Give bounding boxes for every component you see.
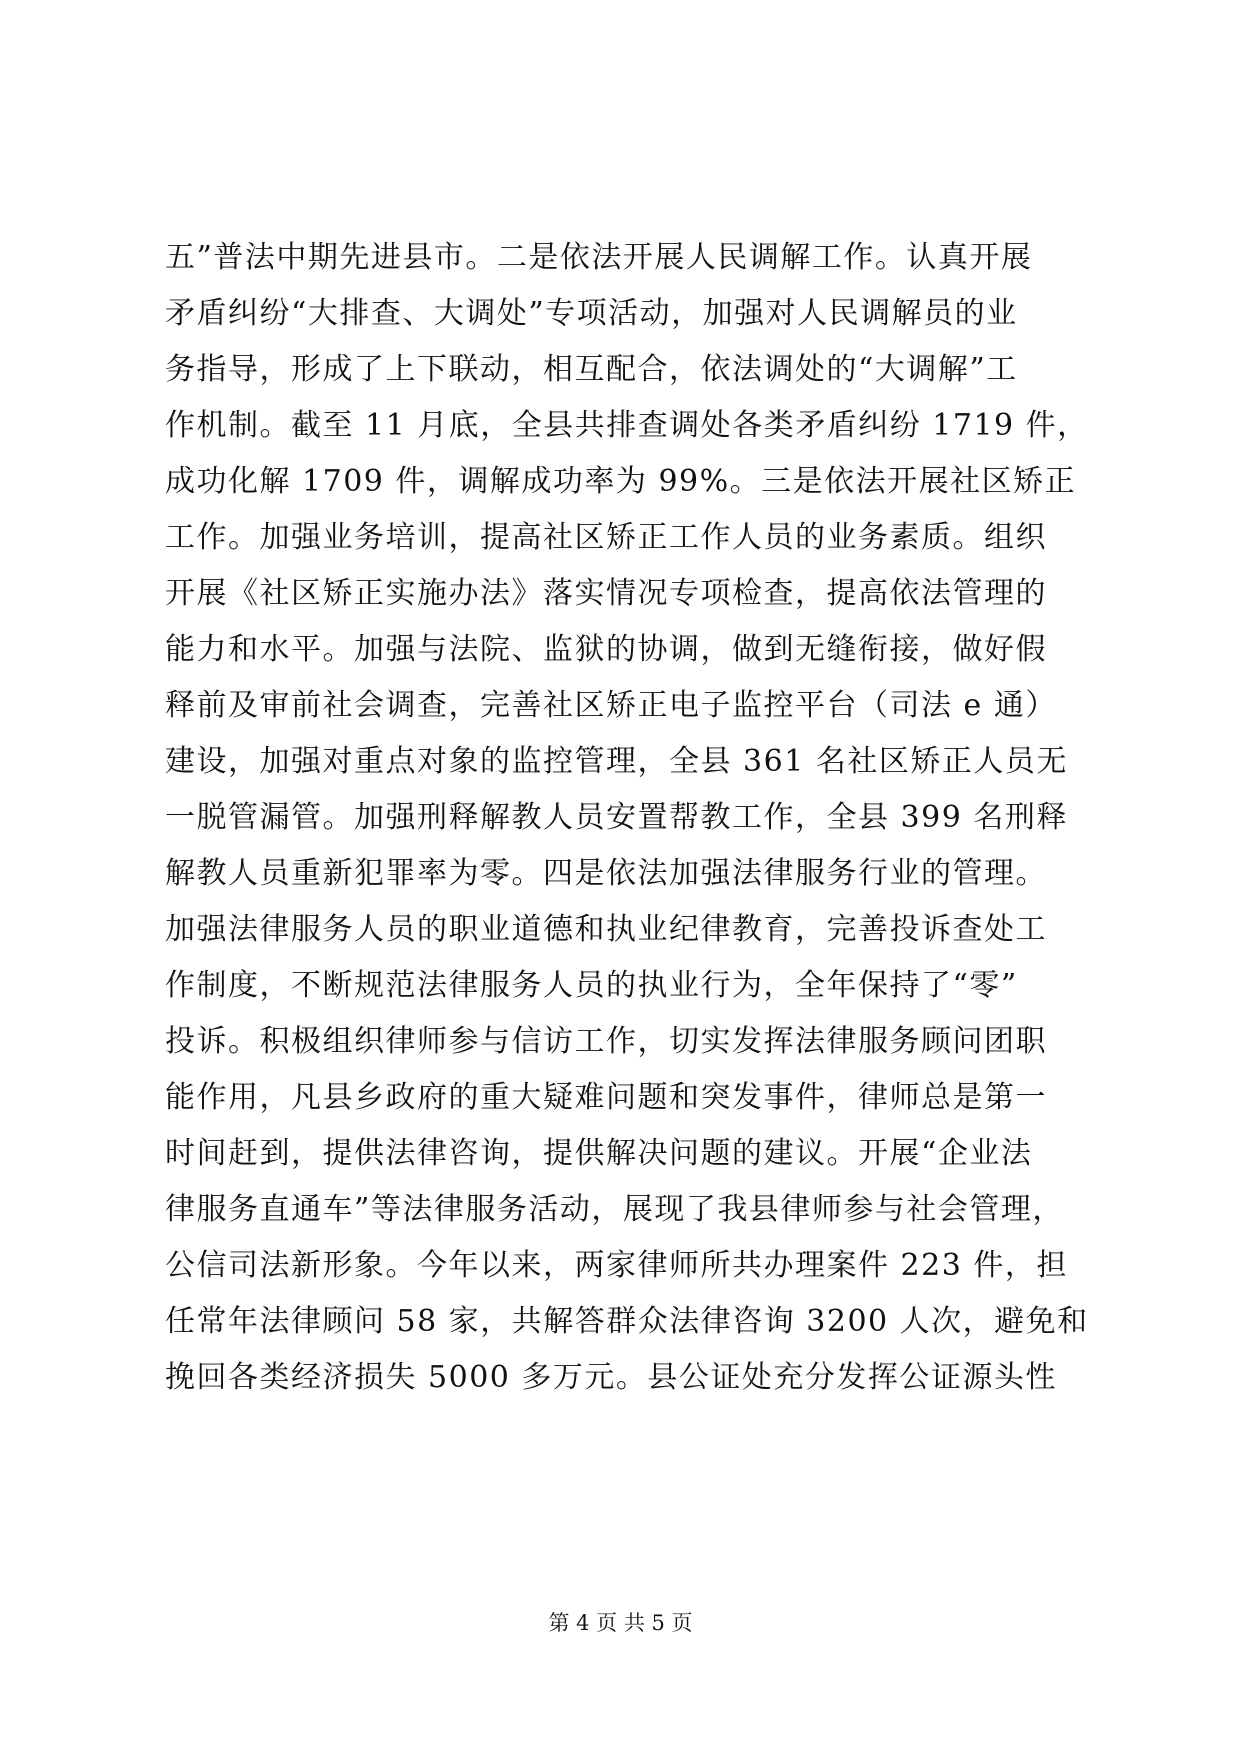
text-line: 作机制。截至 11 月底，全县共排查调处各类矛盾纠纷 1719 件， bbox=[165, 408, 1089, 443]
text-line: 律服务直通车”等法律服务活动，展现了我县律师参与社会管理， bbox=[165, 1192, 1064, 1227]
text-line: 成功化解 1709 件，调解成功率为 99%。三是依法开展社区矫正 bbox=[165, 464, 1077, 499]
page-number-footer: 第 4 页 共 5 页 bbox=[548, 1611, 693, 1635]
text-line: 时间赶到，提供法律咨询，提供解决问题的建议。开展“企业法 bbox=[165, 1136, 1033, 1171]
text-line: 解教人员重新犯罪率为零。四是依法加强法律服务行业的管理。 bbox=[165, 856, 1047, 891]
body-text bbox=[165, 230, 1089, 1406]
text-line: 工作。加强业务培训，提高社区矫正工作人员的业务素质。组织 bbox=[165, 520, 1047, 555]
text-line: 公信司法新形象。今年以来，两家律师所共办理案件 223 件，担 bbox=[165, 1248, 1068, 1283]
text-line: 建设，加强对重点对象的监控管理，全县 361 名社区矫正人员无 bbox=[165, 744, 1068, 779]
text-line: 作制度，不断规范法律服务人员的执业行为，全年保持了“零” bbox=[165, 968, 1018, 1003]
text-line: 开展《社区矫正实施办法》落实情况专项检查，提高依法管理的 bbox=[165, 576, 1047, 611]
text-line: 释前及审前社会调查，完善社区矫正电子监控平台（司法 e 通） bbox=[165, 688, 1057, 723]
text-line: 能力和水平。加强与法院、监狱的协调，做到无缝衔接，做好假 bbox=[165, 632, 1047, 667]
text-line: 加强法律服务人员的职业道德和执业纪律教育，完善投诉查处工 bbox=[165, 912, 1047, 947]
text-line: 五”普法中期先进县市。二是依法开展人民调解工作。认真开展 bbox=[165, 240, 1033, 275]
text-line: 一脱管漏管。加强刑释解教人员安置帮教工作，全县 399 名刑释 bbox=[165, 800, 1068, 835]
text-line: 投诉。积极组织律师参与信访工作，切实发挥法律服务顾问团职 bbox=[165, 1024, 1047, 1059]
text-line: 能作用，凡县乡政府的重大疑难问题和突发事件，律师总是第一 bbox=[165, 1080, 1047, 1115]
text-line: 挽回各类经济损失 5000 多万元。县公证处充分发挥公证源头性 bbox=[165, 1360, 1057, 1395]
text-line: 矛盾纠纷“大排查、大调处”专项活动，加强对人民调解员的业 bbox=[165, 296, 1018, 331]
text-line: 任常年法律顾问 58 家，共解答群众法律咨询 3200 人次，避免和 bbox=[165, 1304, 1089, 1339]
text-line: 务指导，形成了上下联动，相互配合，依法调处的“大调解”工 bbox=[165, 352, 1018, 387]
